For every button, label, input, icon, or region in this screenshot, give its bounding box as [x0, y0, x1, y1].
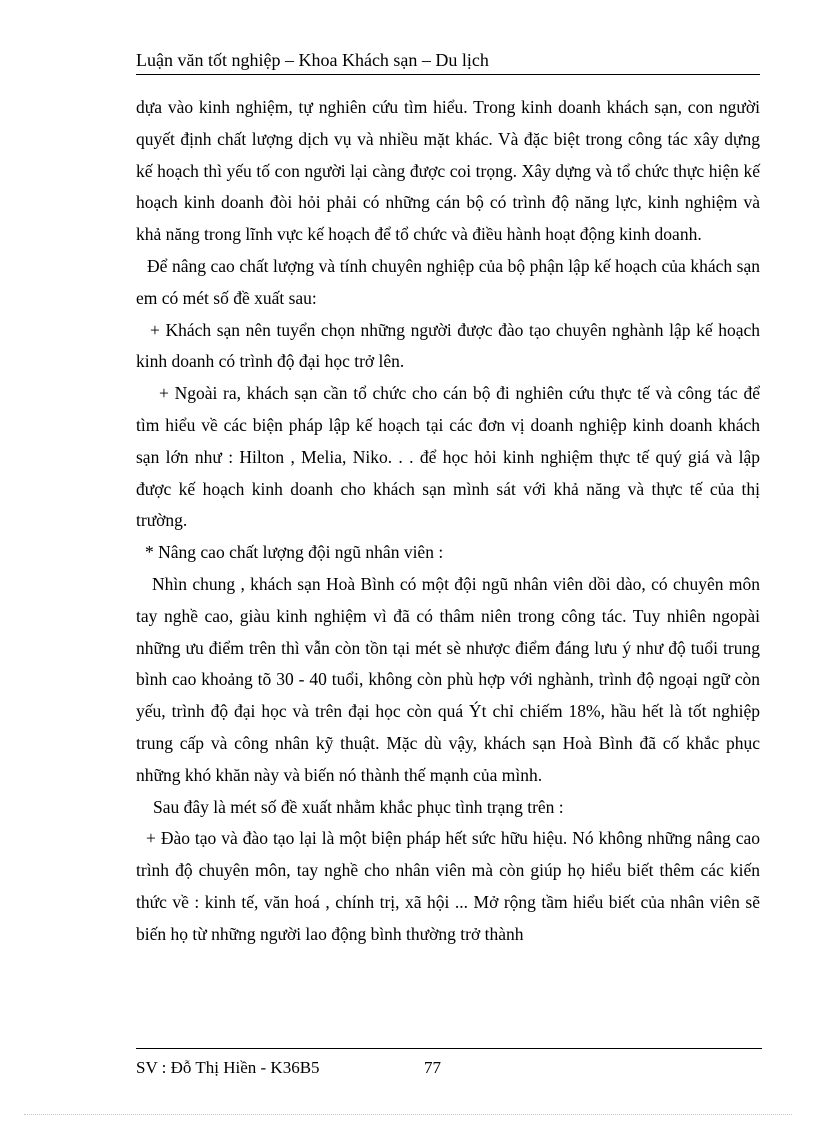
- paragraph-8: + Đào tạo và đào tạo lại là một biện pháp hết sức hữu hiệu. Nó không những nâng cao trình độ chuyên môn, tay nghề cho nhân viên mà còn giúp họ hiểu biết thêm các kiến thức về : kinh tế, văn hoá , chính trị, xã hội ... Mở rộng tầm hiểu biết của nhân viên sẽ biến họ từ những người lao động bình thường trở thành: [136, 828, 760, 944]
- paragraph-7: Sau đây là mét số đề xuất nhằm khắc phục tình trạng trên :: [153, 796, 564, 817]
- page-footer: [136, 1048, 762, 1077]
- page-number: 77: [424, 1058, 441, 1077]
- footer-student: SV : Đỗ Thị Hiền - K36B5: [136, 1058, 320, 1077]
- paragraph-5: * Nâng cao chất lượng đội ngũ nhân viên :: [145, 542, 444, 563]
- page-header: [136, 48, 760, 75]
- page-edge-divider: [24, 1114, 792, 1115]
- paragraph-1: dựa vào kinh nghiệm, tự nghiên cứu tìm hiểu. Trong kinh doanh khách sạn, con người quyết định chất lượng dịch vụ và nhiều mặt khác. Và đặc biệt trong công tác xây dựng kế hoạch thì yếu tố con người lại càng được coi trọng. Xây dựng và tổ chức thực hiện kế hoạch kinh doanh đòi hỏi phải có những cán bộ có trình độ năng lực, kinh nghiệm và khả năng trong lĩnh vực kế hoạch để tổ chức và điều hành hoạt động kinh doanh.: [136, 97, 760, 245]
- paragraph-6: Nhìn chung , khách sạn Hoà Bình có một đội ngũ nhân viên dồi dào, có chuyên môn tay nghề cao, giàu kinh nghiệm vì đã có thâm niên trong công tác. Tuy nhiên ngopài những ưu điểm trên thì vẫn còn tồn tại mét sè nhược điểm đáng lưu ý như độ tuổi trung bình cao khoảng tõ 30 - 40 tuổi, không còn phù hợp với nghành, trình độ ngoại ngữ còn yếu, trình độ đại học và trên đại học còn quá Ýt chỉ chiếm 18%, hầu hết là tốt nghiệp trung cấp và công nhân kỹ thuật. Mặc dù vậy, khách sạn Hoà Bình đã cố khắc phục những khó khăn này và biến nó thành thế mạnh của mình.: [136, 573, 760, 785]
- paragraph-3: + Khách sạn nên tuyển chọn những người được đào tạo chuyên nghành lập kế hoạch kinh doanh có trình độ đại học trở lên.: [136, 319, 760, 372]
- paragraph-2: Để nâng cao chất lượng và tính chuyên nghiệp của bộ phận lập kế hoạch của khách sạn em có mét số đề xuất sau:: [136, 255, 760, 308]
- document-body: [136, 92, 760, 951]
- header-title: Luận văn tốt nghiệp – Khoa Khách sạn – Du lịch: [136, 50, 489, 70]
- paragraph-4: + Ngoài ra, khách sạn cần tổ chức cho cán bộ đi nghiên cứu thực tế và công tác để tìm hiểu về các biện pháp lập kế hoạch tại các đơn vị doanh nghiệp kinh doanh khách sạn lớn như : Hilton , Melia, Niko. . . để học hỏi kinh nghiệm thực tế quý giá và lập được kế hoạch kinh doanh cho khách sạn mình sát với khả năng và thực tế của thị trường.: [136, 383, 760, 531]
